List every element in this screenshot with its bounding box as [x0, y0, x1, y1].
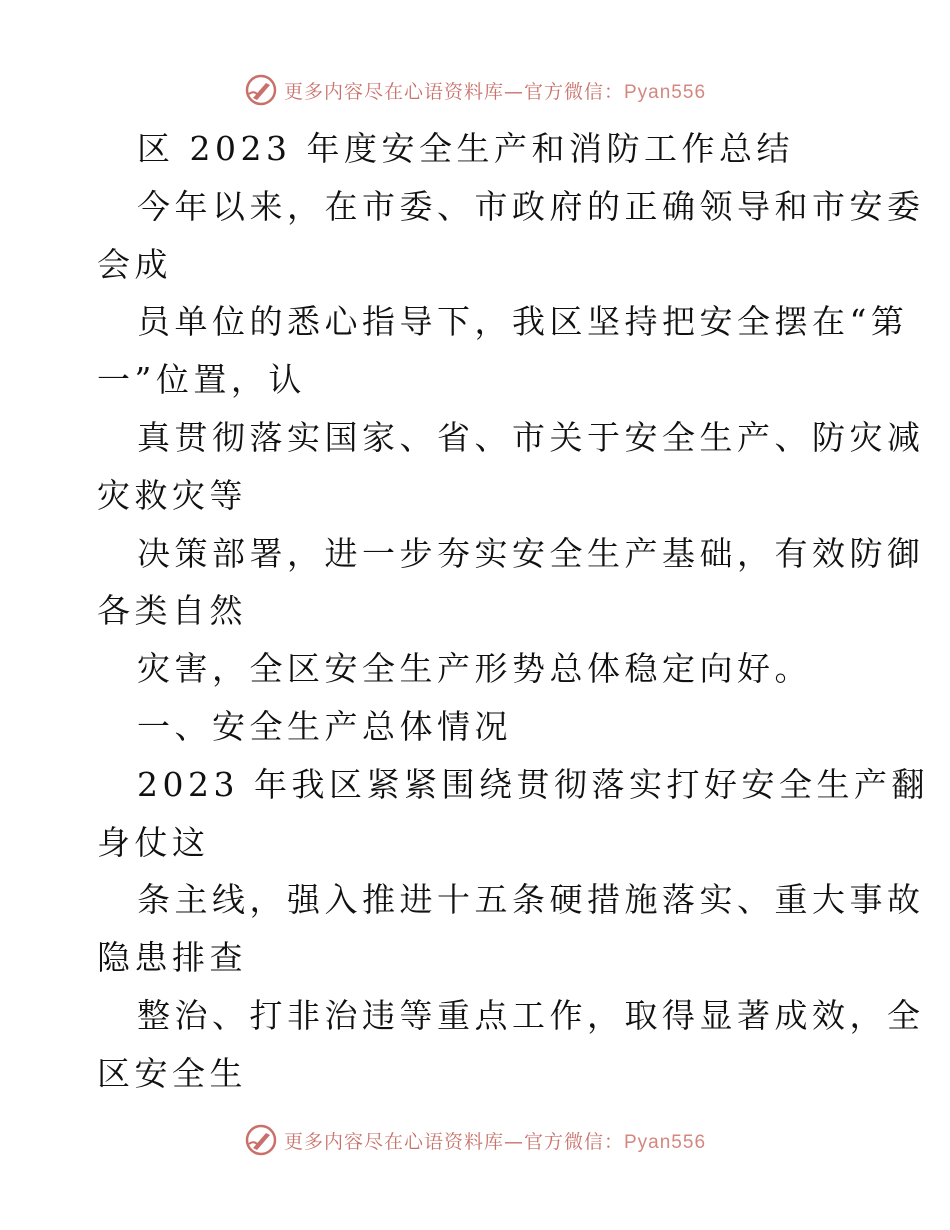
text-line: 条主线，强入推进十五条硬措施落实、重大事故 [137, 880, 925, 920]
watermark-text: 更多内容尽在心语资料库—官方微信：Pyan556 [283, 1130, 707, 1153]
header-watermark [0, 70, 950, 110]
document-body [97, 120, 929, 1103]
text-line: 2023 年我区紧紧围绕贯彻落实打好安全生产翻 [137, 764, 929, 804]
text-line: 一、安全生产总体情况 [137, 706, 512, 746]
text-line: 各类自然 [97, 591, 247, 631]
text-line: 灾救灾等 [97, 475, 247, 515]
text-line: 区安全生 [97, 1053, 247, 1093]
text-line: 隐患排查 [97, 938, 247, 978]
text-line: 会成 [97, 244, 172, 284]
text-line: 一”位置，认 [97, 360, 306, 400]
text-line: 区 2023 年度安全生产和消防工作总结 [137, 129, 794, 168]
footer-watermark [0, 1120, 950, 1160]
watermark-text: 更多内容尽在心语资料库—官方微信：Pyan556 [283, 80, 707, 103]
text-line: 真贯彻落实国家、省、市关于安全生产、防灾减 [137, 417, 925, 457]
quill-seal-icon [244, 1123, 278, 1157]
quill-seal-icon [244, 73, 278, 107]
text-line: 决策部署，进一步夯实安全生产基础，有效防御 [137, 533, 925, 573]
text-line: 员单位的悉心指导下，我区坚持把安全摆在“第 [137, 302, 909, 342]
text-line: 整治、打非治违等重点工作，取得显著成效，全 [137, 995, 925, 1035]
text-line: 今年以来，在市委、市政府的正确领导和市安委 [137, 186, 925, 226]
text-line: 灾害，全区安全生产形势总体稳定向好。 [137, 649, 812, 689]
text-line: 身仗这 [97, 822, 210, 862]
